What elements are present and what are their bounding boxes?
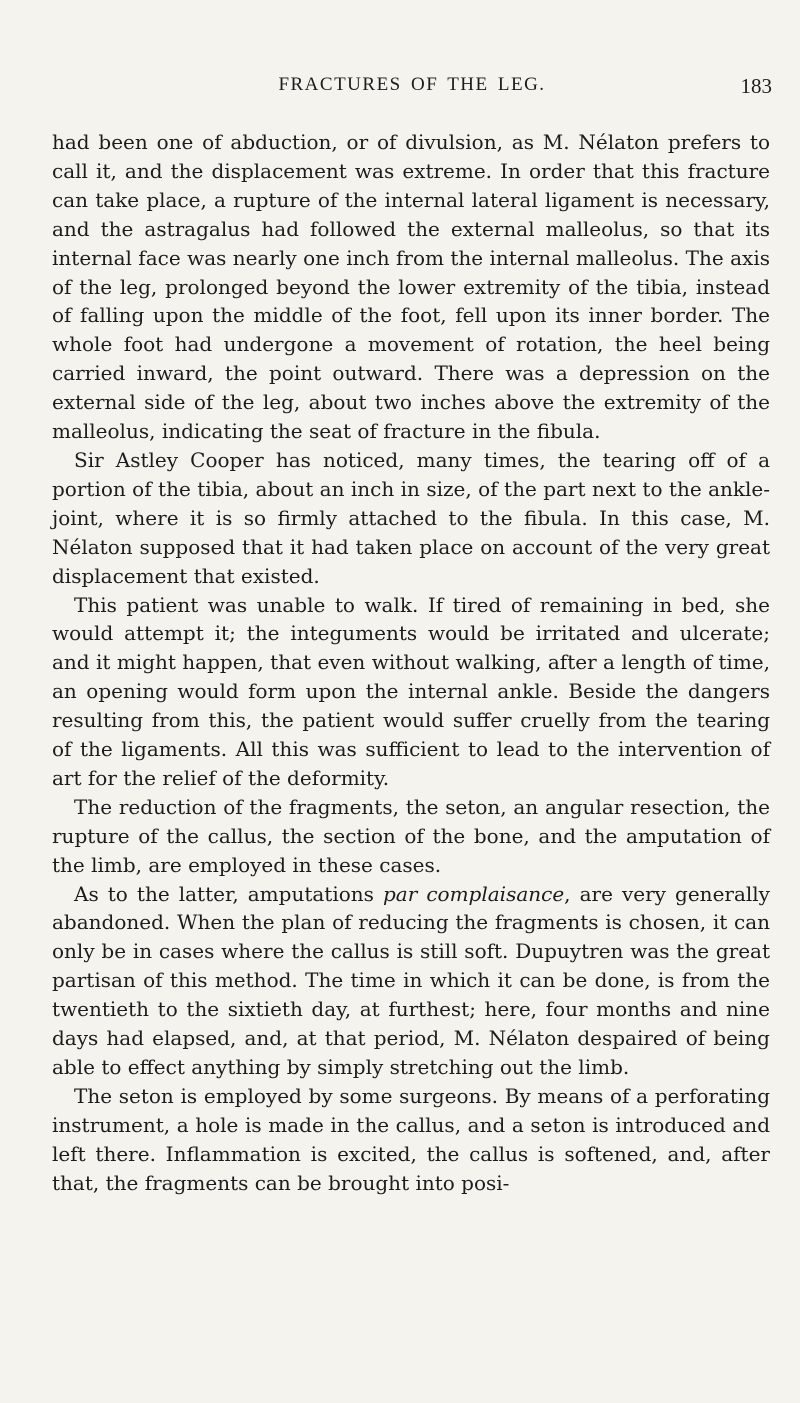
paragraph-4: The reduction of the fragments, the seton, an angular resection, the rupture of the callus, the section of the bone, and the amputation of the limb, are employed in these cases. <box>52 794 770 877</box>
italic-phrase: par complaisance <box>382 881 565 906</box>
paragraph-5 <box>52 880 770 1082</box>
paragraph-3: This patient was unable to walk. If tired of remaining in bed, she would attempt it; the integuments would be irritated and ulcerate; and it might happen, that even without walking, after a length of time, an opening would form upon the internal ankle. Beside the dangers resulting from this, the patient would suffer cruelly from the tearing of the ligaments. All this was sufficient to lead to the intervention of art for the relief of the deformity. <box>52 592 770 790</box>
paragraph-5-end: , are very generally abandoned. When the plan of reducing the fragments is chosen, it can only be in cases where the callus is still soft. Dupuytren was the great partisan of this method. The time in which it can be done, is from the twentieth to the sixtieth day, at furthest; here, four months and nine days had elapsed, and, at that period, M. Nélaton despaired of being able to effect anything by simply stretching out the limb. <box>52 881 770 1079</box>
paragraph-6: The seton is employed by some surgeons. By means of a perforating instrument, a hole is made in the callus, and a seton is introduced and left there. Inflammation is excited, the callus is softened, and, after that, the fragments can be brought into posi- <box>52 1083 770 1195</box>
paragraph-2: Sir Astley Cooper has noticed, many times, the tearing off of a portion of the tibia, about an inch in size, of the part next to the ankle-joint, where it is so firmly attached to the fibula. In this case, M. Nélaton supposed that it had taken place on account of the very great displacement that existed. <box>52 447 770 588</box>
running-title: FRACTURES OF THE LEG. <box>278 74 546 95</box>
paragraph-5-start: As to the latter, amputations <box>74 881 383 906</box>
body-text <box>52 128 770 1198</box>
page-number: 183 <box>740 74 772 98</box>
running-header <box>52 74 772 104</box>
paragraph-1: had been one of abduction, or of divulsion, as M. Nélaton prefers to call it, and the displacement was extreme. In order that this fracture can take place, a rupture of the internal lateral ligament is necessary, and the astragalus had followed the external malleolus, so that its internal face was nearly one inch from the internal malleolus. The axis of the leg, prolonged beyond the lower extremity of the tibia, instead of falling upon the middle of the foot, fell upon its inner border. The whole foot had undergone a movement of rotation, the heel being carried inward, the point outward. There was a depression on the external side of the leg, about two inches above the extremity of the malleolus, indicating the seat of fracture in the fibula. <box>52 130 770 444</box>
